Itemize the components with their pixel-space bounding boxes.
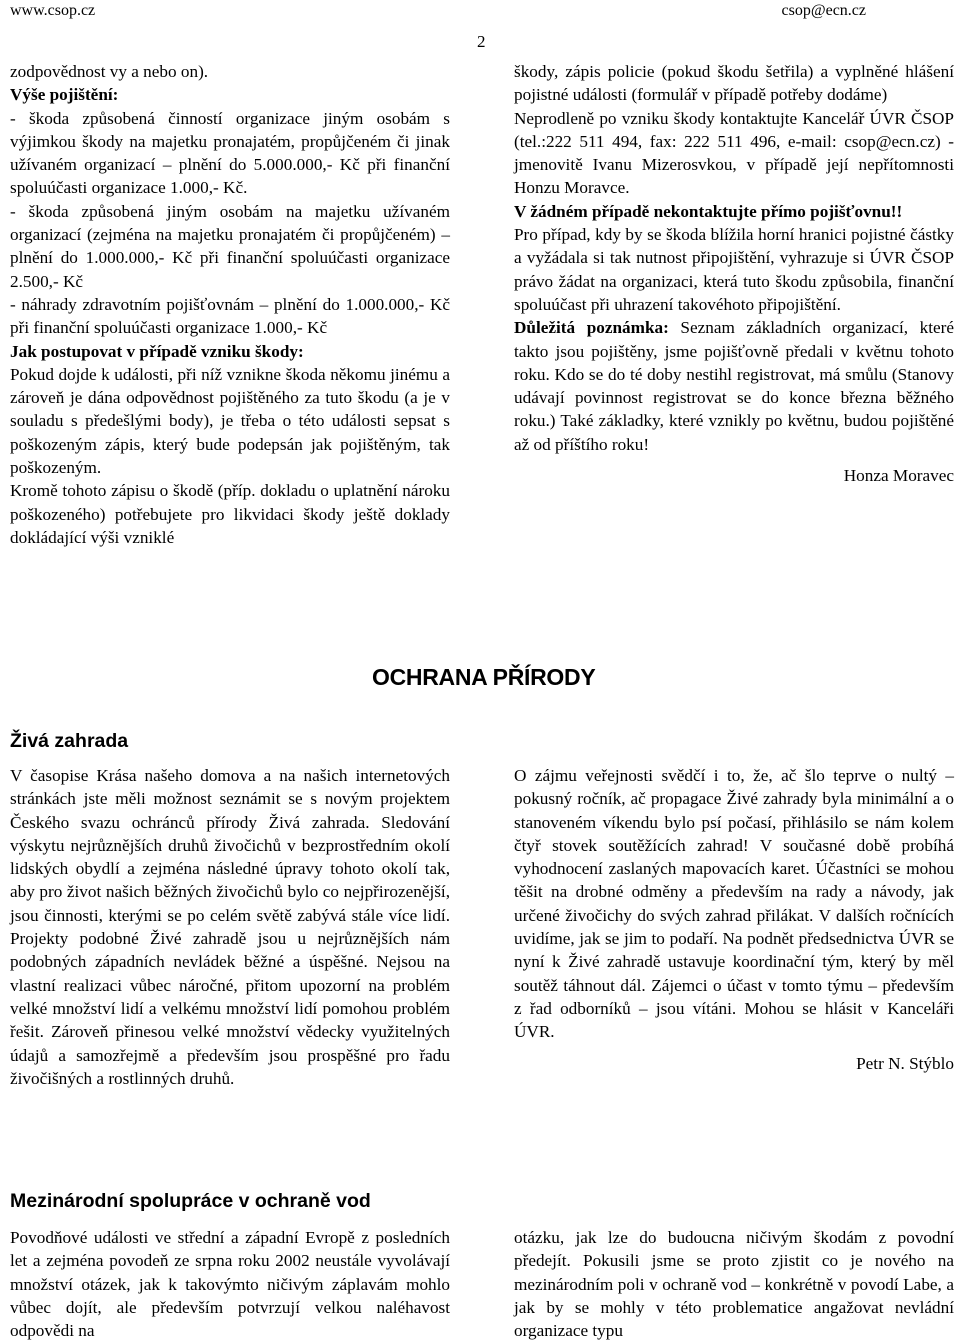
article-right-column <box>514 764 954 1075</box>
paragraph: Pro případ, kdy by se škoda blížila horní hranici pojistné částky a vyžádala si tak nutnost připojištění, vyhrazuje si ÚVR ČSOP právo žádat na organizaci, která tuto škodu způsobila, finanční spoluúčast při uhrazení takovéhoto připojištění. <box>514 225 954 314</box>
paragraph: zodpovědnost vy a nebo on). <box>10 62 209 81</box>
paragraph: - náhrady zdravotním pojišťovnám – plnění do 1.000.000,- Kč při finanční spoluúčasti organizace 1.000,- Kč <box>10 294 450 338</box>
article-left-column <box>10 764 450 1090</box>
paragraph: V časopise Krása našeho domova a na našich internetových stránkách jste měli možnost seznámit se s novým projektem Českého svazu ochránců přírody Živá zahrada. Sledování výskytu nejrůznějších druhů živočichů v bezprostředním okolí lidských obydlí a zejména následné úpravy tohoto okolí tak, aby pro život našich běžných živočichů bylo co nejpřirozenější, jsou činnosti, kterými se po celém světě zabývá stále více lidí. Projekty podobné Živé zahradě jsou u nejrůznějších nám podobných západních nevládek běžné a úspěšné. Nejsou na vlastní realizaci vůbec náročné, přitom upozorní na problém velké množství lidí a velkému množství lidí pomohou problém řešit. Zároveň přinesou velké množství vědecky využitelných údajů a samozřejmě a především jsou prospěšné pro řadu živočišných a rostlinných druhů. <box>10 766 450 1088</box>
subheading-insurance-amount: Výše pojištění: <box>10 85 119 105</box>
paragraph: - škoda způsobená jiným osobám na majetku užívaném organizací (zejména na majetku pronajatém či propůjčeném) – plnění do 1.000.000,- Kč při finanční spoluúčasti organizace 2.500,- Kč <box>10 201 450 291</box>
note-label: Důležitá poznámka: <box>514 318 669 338</box>
paragraph: škody, zápis policie (pokud škodu šetřila) a vyplněné hlášení pojistné události (formulář v případě potřeby dodáme) <box>514 62 954 105</box>
note-paragraph <box>514 316 954 456</box>
header-website: www.csop.cz <box>10 2 96 19</box>
article-title: Mezinárodní spolupráce v ochraně vod <box>10 1190 371 1212</box>
author-signature: Honza Moravec <box>843 466 954 486</box>
paragraph: Pokud dojde k události, při níž vznikne škoda někomu jinému a zároveň je dána odpovědnost pojištěného za tuto škodu (a je v souladu s předešlými body), je třeba o této události sepsat s poškozeným zápis, který bude podepsán jak pojištěným, tak poškozeným. <box>10 364 450 478</box>
paragraph: Kromě tohoto zápisu o škodě (příp. dokladu o uplatnění nároku poškozeného) potřebujete pro likvidaci škody ještě doklady dokládající výši vzniklé <box>10 481 450 547</box>
note-text: Seznam základních organizací, které takto jsou pojištěny, jsme pojišťovně předali v květnu tohoto roku. Kdo se do té doby nestihl registrovat, má smůlu (Stanovy udávají povinnost registrovat se do konce března běžného roku.) Také základky, které vznikly po květnu, budou pojištěné až od příštího roku! <box>514 318 954 454</box>
warning-text: V žádném případě nekontaktujte přímo pojišťovnu!! <box>514 201 903 221</box>
paragraph: otázku, jak lze do budoucna ničivým škodám z povodní předejít. Pokusili jsme se proto zjistit co je nového na mezinárodním poli v ochraně vod – konkrétně v povodí Labe, a jak by se mohly v této problematice angažovat nevládní organizace typu <box>514 1228 954 1341</box>
paragraph: - škoda způsobená činností organizace jiným osobám s výjimkou škody na majetku pronajatém, propůjčeném či jinak užívaném organizací – plnění do 5.000.000,- Kč při finanční spoluúčasti organizace 1.000,- Kč. <box>10 108 450 198</box>
paragraph: O zájmu veřejnosti svědčí i to, že, ač šlo teprve o nultý – pokusný ročník, ač propagace Živé zahrady byla minimální a o stanoveném víkendu bylo psí počasí, přihlásilo se nám kolem čtyř stovek soutěžících zahrad! V současné době probíhá vyhodnocení zaslaných mapovacích karet. Účastníci se mohou těšit na drobné odměny a především na rady a návody, jak určené živočichy do svých zahrad přilákat. V dalších ročnících uvidíme, jak se jim to podaří. Na podnět předsednictva ÚVR se nyní k Živé zahradě ustavuje koordinační tým, který by měl soutěž táhnout dál. Zájemci o účast v tomto týmu – především z řad odborníků – jsou vítáni. Mohou se hlásit v Kanceláři ÚVR. <box>514 766 954 1042</box>
top-left-column <box>10 60 450 549</box>
top-right-column <box>514 60 954 487</box>
article-right-column <box>514 1226 954 1342</box>
subheading-procedure: Jak postupovat v případě vzniku škody: <box>10 341 304 361</box>
header-email: csop@ecn.cz <box>781 2 866 19</box>
page-number: 2 <box>477 32 486 51</box>
article-left-column <box>10 1226 450 1342</box>
paragraph: Neprodleně po vzniku škody kontaktujte Kancelář ÚVR ČSOP (tel.:222 511 494, fax: 222 511 496, e-mail: csop@ecn.cz) - jmenovitě Ivanu Mizerosvkou, v případě její nepřítomnosti Honzu Moravce. <box>514 108 954 198</box>
paragraph: Povodňové události ve střední a západní Evropě z posledních let a zejména povodeň ze srpna roku 2002 neustále vyvolávají množství otázek, jak k takovýmto ničivým záplavám mohlo vůbec dojít, ale především potvrzují velkou naléhavost odpovědi na <box>10 1228 450 1341</box>
section-title: OCHRANA PŘÍRODY <box>372 664 596 690</box>
author-signature: Petr N. Stýblo <box>856 1053 954 1073</box>
article-title: Živá zahrada <box>10 730 129 752</box>
